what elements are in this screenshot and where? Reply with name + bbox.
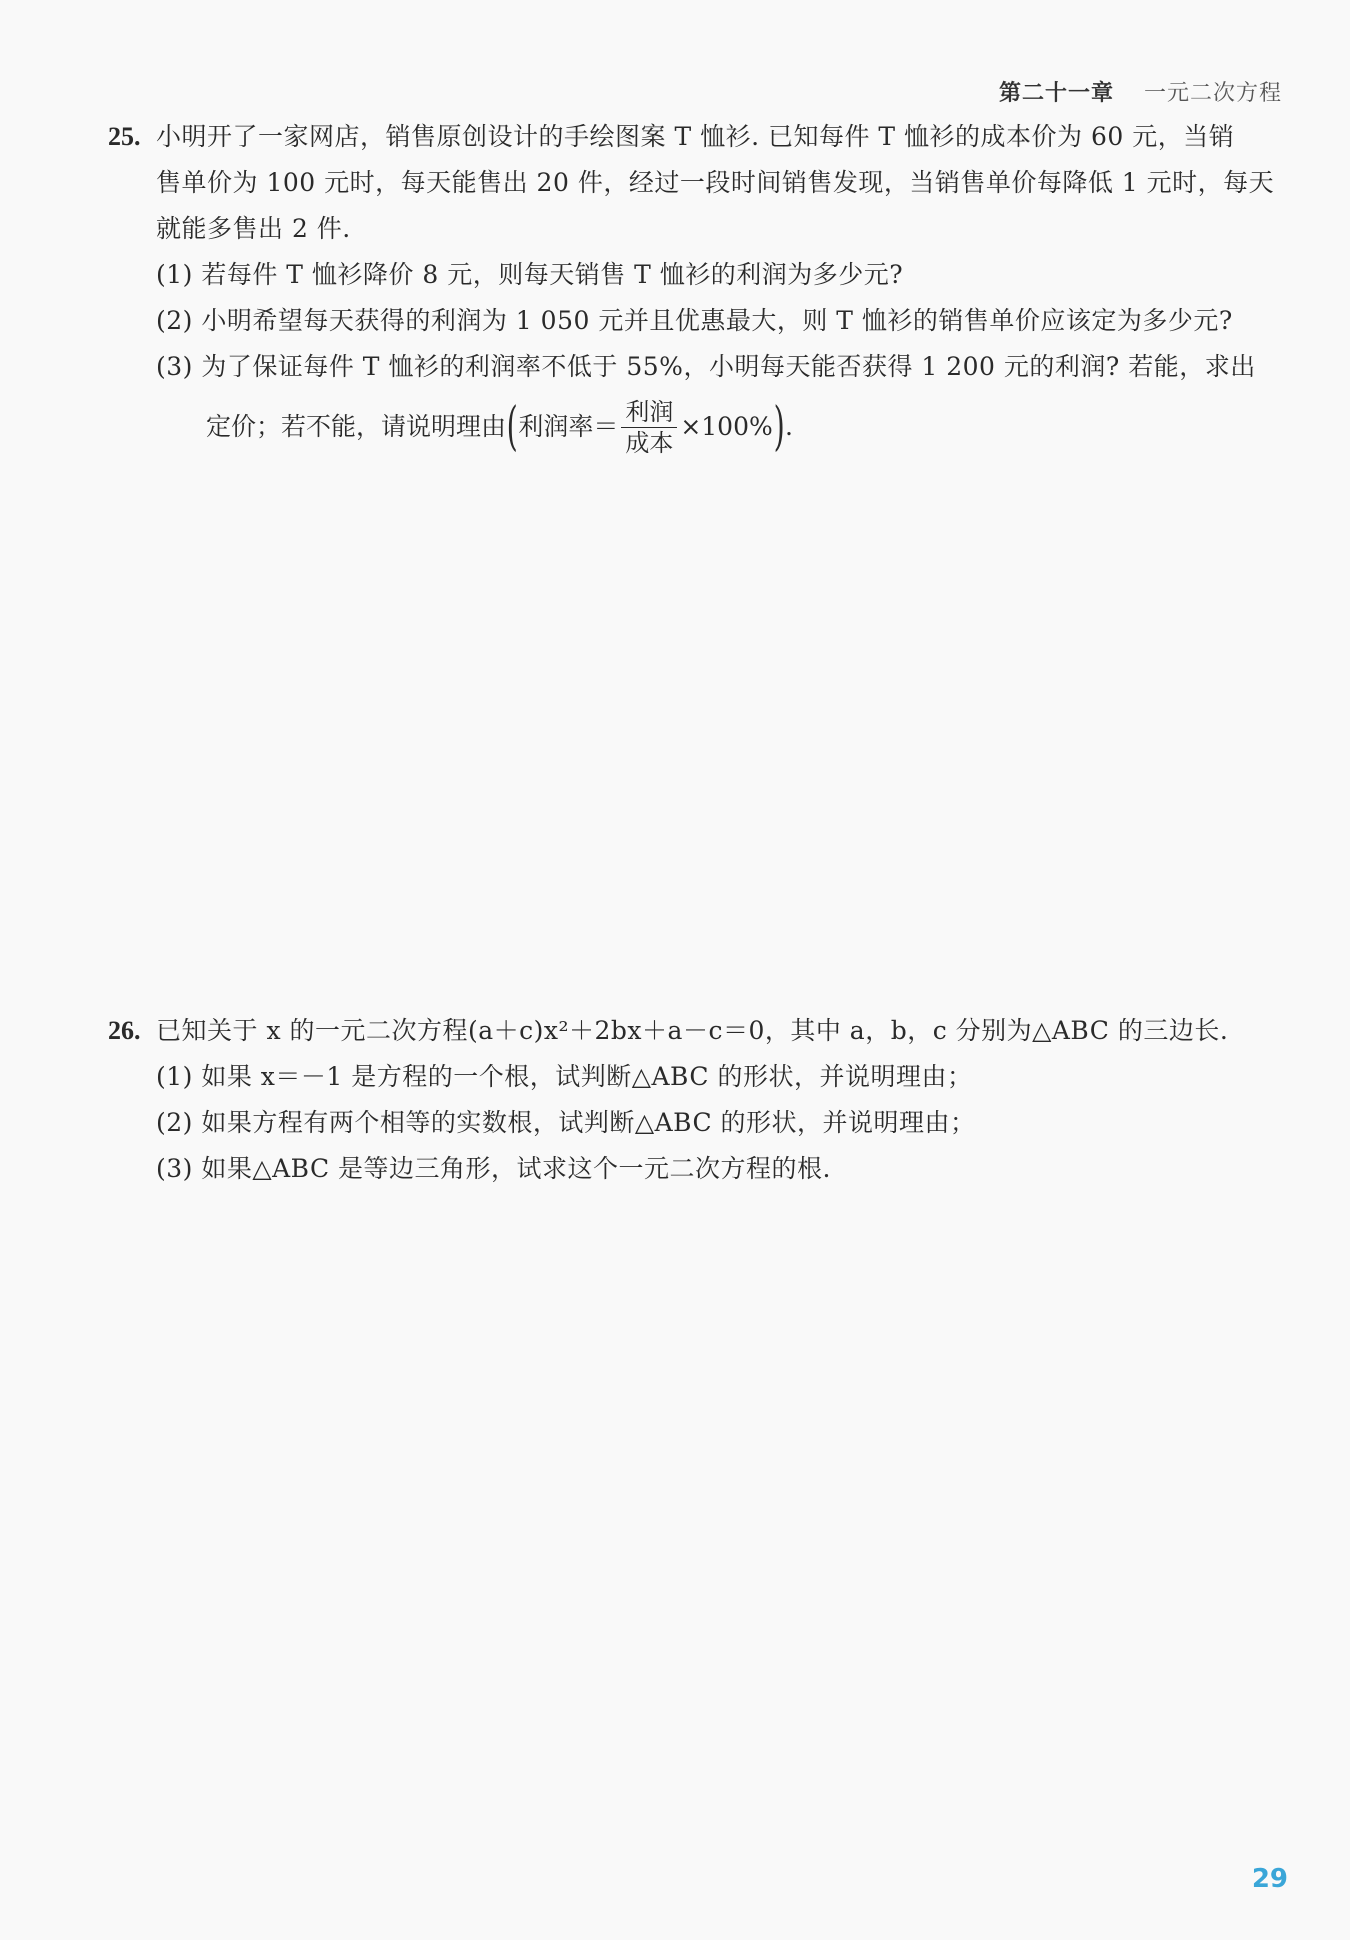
fraction-denominator: 成本 bbox=[625, 428, 674, 457]
continuation-text: 定价；若不能，请说明理由 bbox=[206, 412, 507, 441]
sub-question-3: (3) 如果△ABC 是等边三角形，试求这个一元二次方程的根. bbox=[156, 1154, 831, 1183]
right-paren: ) bbox=[773, 397, 785, 457]
running-header bbox=[999, 76, 1282, 107]
sub-question-1: (1) 若每件 T 恤衫降价 8 元，则每天销售 T 恤衫的利润为多少元? bbox=[156, 260, 904, 289]
page-number: 29 bbox=[1251, 1864, 1288, 1894]
sub-question-3: (3) 为了保证每件 T 恤衫的利润率不低于 55%，小明每天能否获得 1 200 元的利润? 若能，求出 bbox=[156, 352, 1256, 381]
problem-stem: 已知关于 x 的一元二次方程(a＋c)x²＋2bx＋a－c＝0，其中 a，b，c 分别为△ABC 的三边长. bbox=[156, 1016, 1229, 1045]
problem-number: 26. bbox=[108, 1016, 141, 1045]
sub-question-3-continuation bbox=[206, 392, 1290, 462]
problem-stem-line: 就能多售出 2 件. bbox=[156, 214, 351, 243]
profit-rate-fraction bbox=[621, 397, 677, 458]
fraction-numerator: 利润 bbox=[621, 397, 677, 428]
sub-question-2: (2) 如果方程有两个相等的实数根，试判断△ABC 的形状，并说明理由； bbox=[156, 1108, 976, 1137]
problem-stem-line: 售单价为 100 元时，每天能售出 20 件，经过一段时间销售发现，当销售单价每降低 1 元时，每天 bbox=[156, 168, 1275, 197]
problem-number: 25. bbox=[108, 122, 141, 151]
sub-question-1: (1) 如果 x＝－1 是方程的一个根，试判断△ABC 的形状，并说明理由； bbox=[156, 1062, 973, 1091]
sentence-end: . bbox=[785, 412, 793, 441]
problem-25 bbox=[108, 114, 1290, 462]
formula-lhs: 利润率＝ bbox=[518, 412, 619, 441]
sub-question-2: (2) 小明希望每天获得的利润为 1 050 元并且优惠最大，则 T 恤衫的销售单价应该定为多少元? bbox=[156, 306, 1233, 335]
chapter-title: 第二十一章 bbox=[998, 81, 1114, 106]
left-paren: ( bbox=[506, 397, 518, 457]
problem-26 bbox=[108, 1008, 1290, 1192]
chapter-topic: 一元二次方程 bbox=[1143, 81, 1282, 106]
problem-stem-line: 小明开了一家网店，销售原创设计的手绘图案 T 恤衫. 已知每件 T 恤衫的成本价为 60 元，当销 bbox=[156, 122, 1235, 151]
formula-rhs: ×100% bbox=[680, 412, 773, 441]
